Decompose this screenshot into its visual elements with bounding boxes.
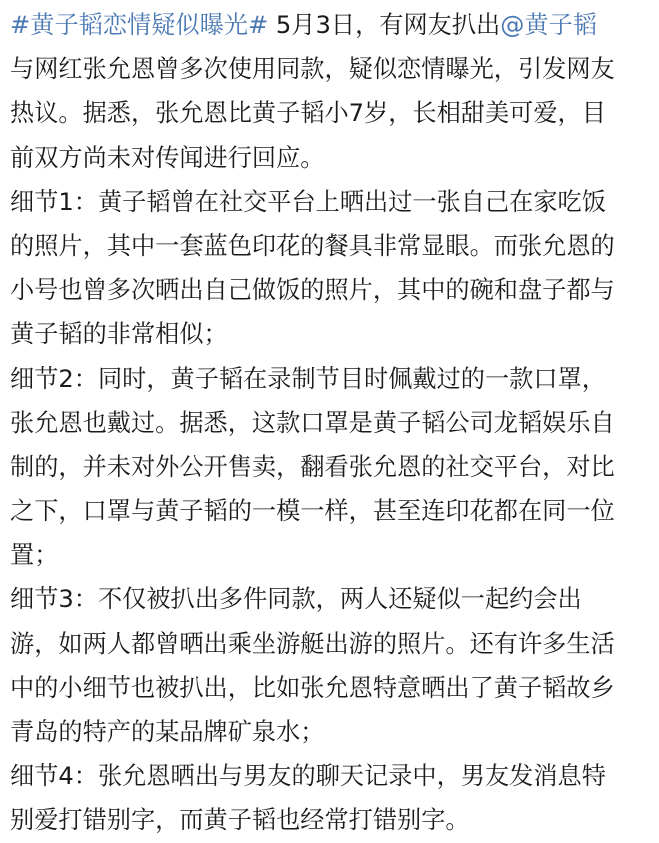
detail-4-line-1: 细节4：张允恩晒出与男友的聊天记录中，男友发消息特 (10, 762, 606, 791)
detail-2-line-3: 制的，并未对外公开售卖，翻看张允恩的社交平台，对比 (10, 452, 615, 481)
detail-1-line-3: 小号也曾多次晒出自己做饭的照片，其中的碗和盘子都与 (10, 276, 615, 305)
detail-2-line-2: 张允恩也戴过。据悉，这款口罩是黄子韬公司龙韬娱乐自 (10, 408, 615, 437)
post-line-4: 前双方尚未对传闻进行回应。 (10, 143, 325, 172)
topic-hashtag-link[interactable]: #黄子韬恋情疑似曝光# (10, 11, 269, 39)
detail-2-line-5: 置； (10, 541, 59, 570)
intro-date-text: 5月3日，有网友扒出 (268, 11, 501, 39)
post-line-2: 与网红张允恩曾多次使用同款，疑似恋情曝光，引发网友 (10, 55, 615, 84)
detail-1-line-1: 细节1：黄子韬曾在社交平台上晒出过一张自己在家吃饭 (10, 187, 606, 216)
detail-3-line-1: 细节3：不仅被扒出多件同款，两人还疑似一起约会出 (10, 585, 582, 614)
post-line-3: 热议。据悉，张允恩比黄子韬小7岁，长相甜美可爱，目 (10, 99, 606, 128)
detail-3-line-4: 青岛的特产的某品牌矿泉水； (10, 718, 325, 746)
user-mention-link[interactable]: @黄子韬 (500, 11, 597, 39)
detail-1-line-2: 的照片，其中一套蓝色印花的餐具非常显眼。而张允恩的 (10, 231, 615, 260)
detail-4-line-2: 别爱打错别字，而黄子韬也经常打错别字。 (10, 806, 470, 835)
detail-2-line-4: 之下，口罩与黄子韬的一模一样，甚至连印花都在同一位 (10, 497, 615, 526)
detail-3-line-3: 中的小细节也被扒出，比如张允恩特意晒出了黄子韬故乡 (10, 673, 615, 702)
detail-1-line-4: 黄子韬的非常相似； (10, 320, 228, 349)
detail-3-line-2: 游，如两人都曾晒出乘坐游艇出游的照片。还有许多生活 (10, 629, 615, 658)
post-line-1 (10, 3, 649, 47)
detail-2-line-1: 细节2：同时，黄子韬在录制节目时佩戴过的一款口罩， (10, 364, 606, 393)
